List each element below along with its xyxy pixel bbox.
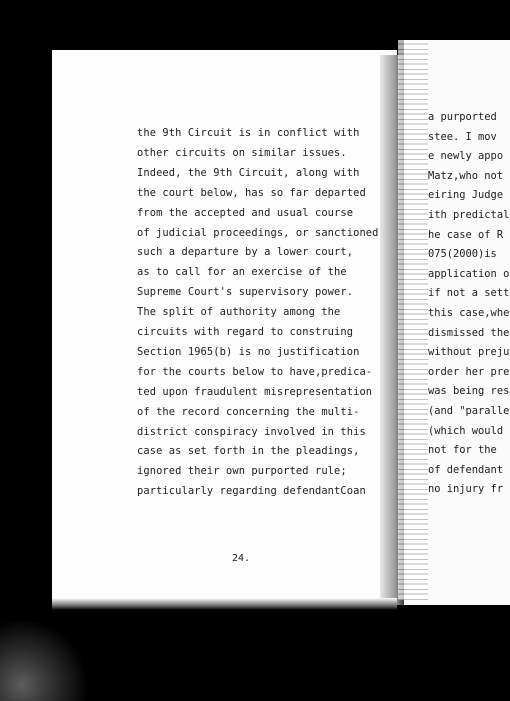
text-line: of judicial proceedings, or sanctioned	[137, 226, 379, 239]
text-line: for the courts below to have,predica-	[137, 365, 373, 378]
text-line: Indeed, the 9th Circuit, along with	[137, 166, 360, 179]
text-line: without preju	[428, 346, 510, 359]
text-line: case as set forth in the pleadings,	[137, 445, 360, 458]
text-line: Supreme Court's supervisory power.	[137, 286, 354, 299]
text-line: Section 1965(b) is no justification	[137, 345, 360, 358]
text-line: 075(2000)is	[428, 248, 497, 261]
text-line: Matz,who not	[428, 169, 504, 182]
text-line: from the accepted and usual course	[137, 206, 354, 219]
text-line: application o	[428, 267, 510, 280]
text-line: district conspiracy involved in this	[137, 425, 366, 438]
text-line: stee. I mov	[428, 130, 497, 143]
right-page-edge	[398, 40, 428, 600]
text-line: of the record concerning the multi-	[137, 405, 360, 418]
text-line: no injury fr	[428, 483, 504, 496]
text-line: such a departure by a lower court,	[137, 246, 354, 259]
text-line: other circuits on similar issues.	[137, 146, 347, 159]
text-line: if not a sett	[428, 287, 510, 300]
text-line: this case,whe	[428, 307, 510, 319]
text-line: ith predictal	[428, 209, 510, 221]
text-line: e newly appo	[428, 150, 504, 163]
text-line: circuits with regard to construing	[137, 326, 354, 338]
text-line: dismissed the	[428, 326, 510, 339]
text-line: a purported	[428, 111, 497, 123]
text-line: particularly regarding defendantCoan	[137, 485, 366, 498]
text-line: order her pre	[428, 365, 510, 378]
text-line: ignored their own purported rule;	[137, 465, 347, 478]
page-bottom-shadow	[52, 598, 397, 610]
text-line: (and "paralle	[428, 405, 510, 417]
text-line: as to call for an exercise of the	[137, 266, 347, 279]
text-line: of defendant	[428, 463, 504, 476]
text-line: the 9th Circuit is in conflict with	[137, 127, 360, 139]
page-number: 24.	[232, 553, 251, 564]
text-line: (which would	[428, 424, 504, 437]
text-line: the court below, has so far departed	[137, 186, 366, 199]
text-line: was being res	[428, 385, 510, 398]
text-line: eiring Judge	[428, 189, 504, 202]
scan-noise	[0, 620, 110, 701]
text-line: not for the	[428, 444, 497, 457]
text-line: The split of authority among the	[137, 306, 341, 319]
text-line: he case of R	[428, 228, 504, 241]
text-line: ted upon fraudulent misrepresentation	[137, 385, 373, 398]
